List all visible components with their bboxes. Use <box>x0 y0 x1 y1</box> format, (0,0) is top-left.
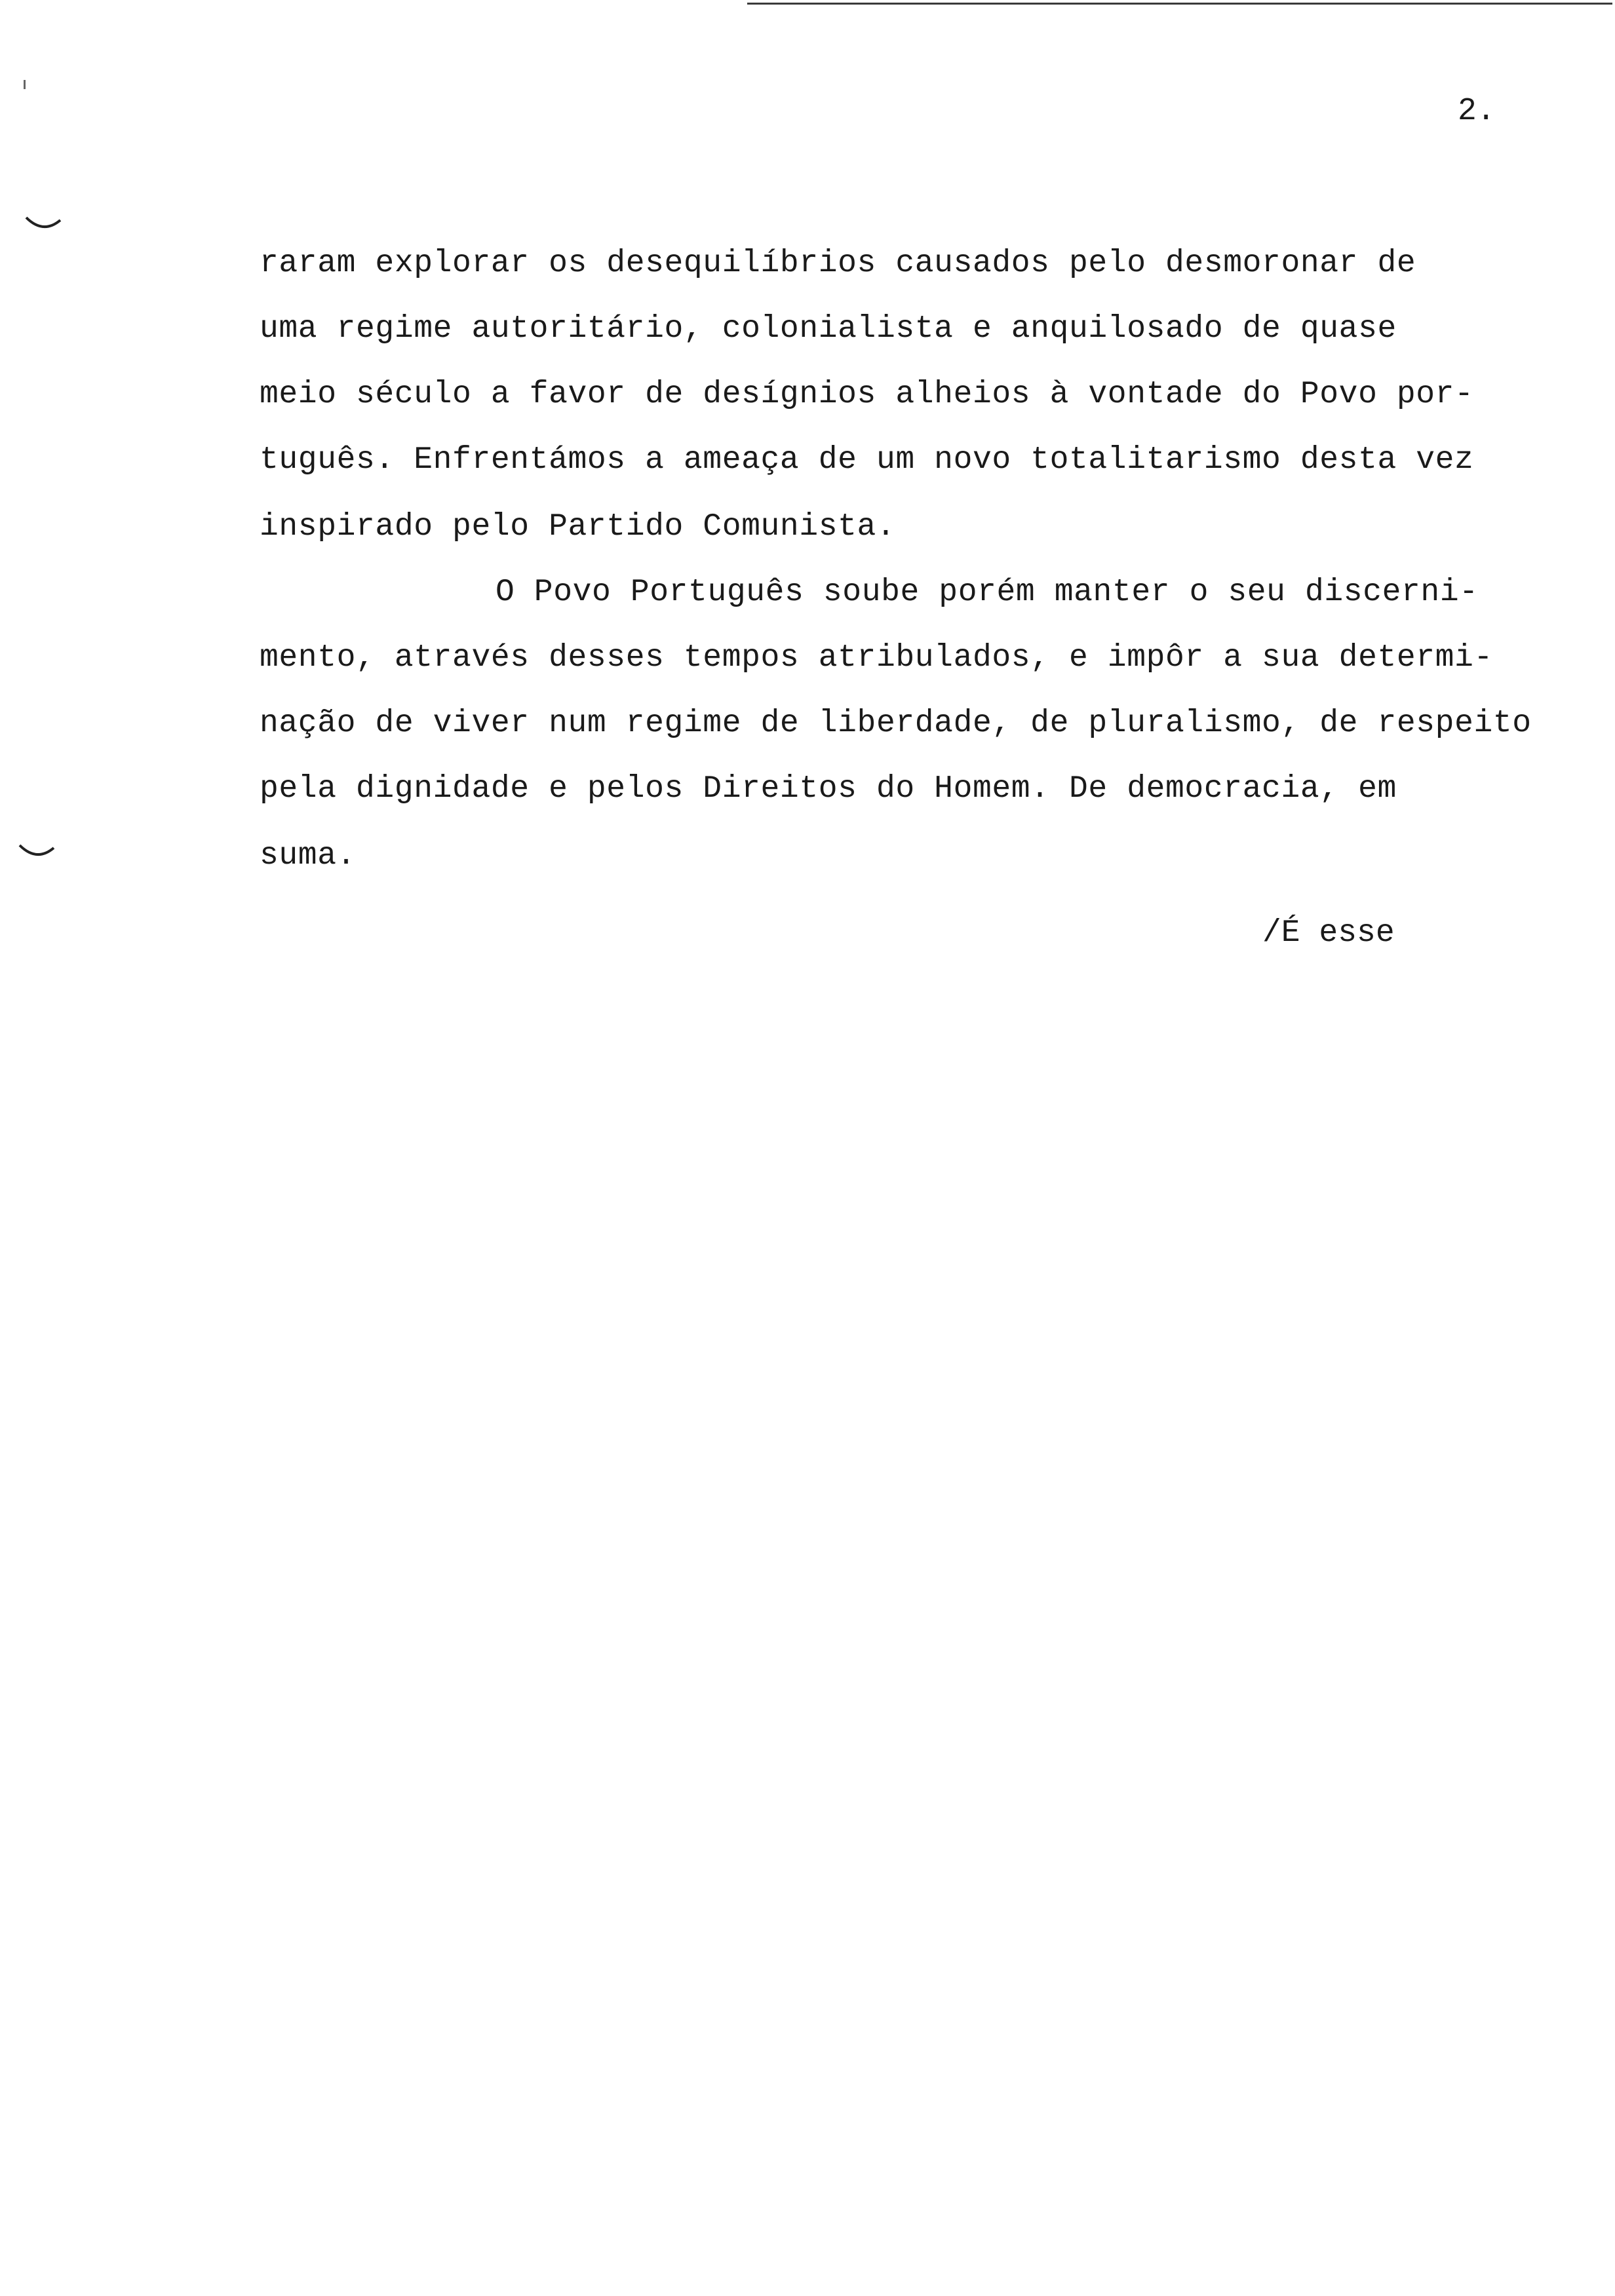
body-line-6: O Povo Português soube porém manter o seu discerni- <box>496 575 1479 610</box>
punch-mark-bottom <box>17 841 56 861</box>
body-line-3: meio século a favor de desígnios alheios à vontade do Povo por- <box>260 377 1474 412</box>
body-line-5: inspirado pelo Partido Comunista. <box>260 509 896 545</box>
scan-speck <box>24 80 26 89</box>
body-line-2: uma regime autoritário, colonialista e anquilosado de quase <box>260 311 1397 347</box>
body-line-10: suma. <box>260 838 357 873</box>
body-line-9: pela dignidade e pelos Direitos do Homem. De democracia, em <box>260 771 1397 807</box>
scan-edge-line <box>747 3 1612 5</box>
punch-mark-top <box>24 214 63 233</box>
body-line-4: tuguês. Enfrentámos a ameaça de um novo totalitarismo desta vez <box>260 442 1474 478</box>
page-number: 2. <box>1458 94 1496 129</box>
body-line-8: nação de viver num regime de liberdade, de pluralismo, de respeito <box>260 706 1532 741</box>
body-line-1: raram explorar os desequilíbrios causados pelo desmoronar de <box>260 246 1416 281</box>
continuation-catchword: /É esse <box>1262 915 1395 951</box>
body-line-7: mento, através desses tempos atribulados, e impôr a sua determi- <box>260 640 1493 676</box>
